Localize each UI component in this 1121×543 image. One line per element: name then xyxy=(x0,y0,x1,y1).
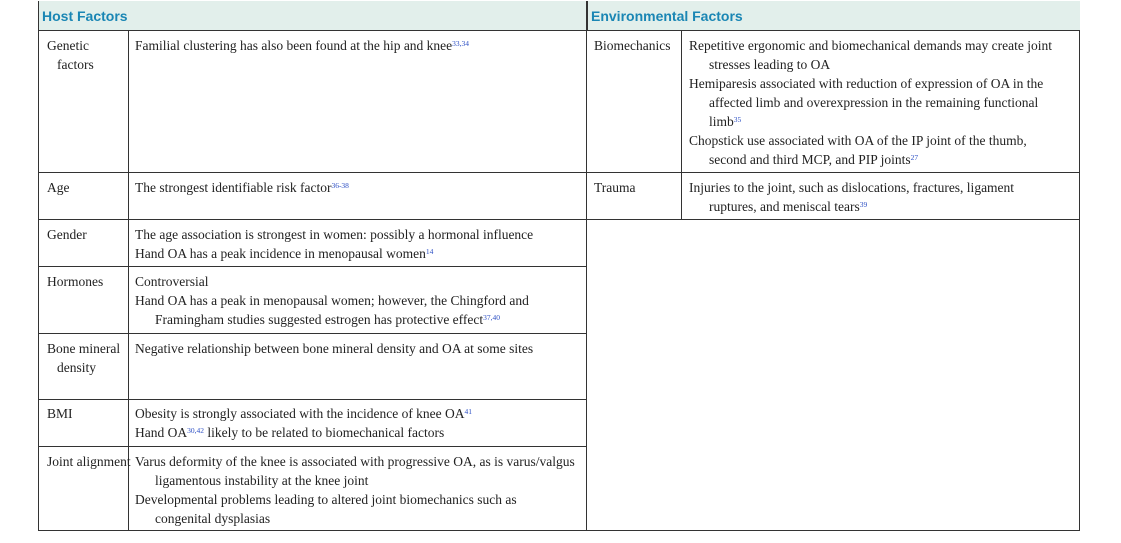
description-line: Repetitive ergonomic and biomechanical demands may create joint stresses leading to OA xyxy=(689,38,1052,72)
row-label-biomechanics: Biomechanics xyxy=(594,38,671,53)
citation: 33,34 xyxy=(452,39,470,48)
row-divider xyxy=(39,172,1080,173)
citation: 30,42 xyxy=(187,426,204,435)
biomechanics-description xyxy=(689,36,1064,169)
row-label-hormones: Hormones xyxy=(47,274,104,289)
description-line: Injuries to the joint, such as dislocations, fractures, ligament ruptures, and meniscal tears$^{39}$ xyxy=(689,180,1015,214)
row-label-bone-mineral-density: Bone mineral density xyxy=(47,341,121,375)
age-description xyxy=(135,178,580,197)
citation: 14 xyxy=(425,247,434,256)
description-line: Varus deformity of the knee is associated with progressive OA, as is varus/valgus ligamentous instability at the knee joint xyxy=(135,454,575,488)
genetic-description xyxy=(135,36,580,55)
environmental-factors-header: Environmental Factors xyxy=(587,1,1080,31)
description-line: Hand OA has a peak in menopausal women; however, the Chingford and Framingham studies suggested estrogen has protective effect$^{37,40}$ xyxy=(135,293,529,327)
row-divider xyxy=(39,219,1080,220)
description-line: The age association is strongest in women: possibly a hormonal influence xyxy=(135,227,534,242)
row-label-genetic: Genetic factors xyxy=(47,38,94,72)
description-line: Familial clustering has also been found at the hip and knee$^{33,34}$ xyxy=(135,38,470,53)
bmi-description xyxy=(135,404,580,442)
gender-description xyxy=(135,225,580,263)
description-line: The strongest identifiable risk factor$^{36-38}$ xyxy=(135,180,349,195)
description-line: Hemiparesis associated with reduction of expression of OA in the affected limb and overexpression in the remaining functional limb$^{35}$ xyxy=(689,76,1044,129)
description-line: Controversial xyxy=(135,274,209,289)
row-divider xyxy=(39,333,586,334)
description-line: Chopstick use associated with OA of the IP joint of the thumb, second and third MCP, and PIP joints$^{27}$ xyxy=(689,133,1027,167)
row-label-gender: Gender xyxy=(47,227,87,242)
citation: 36-38 xyxy=(331,181,349,190)
description-line: Developmental problems leading to altered joint biomechanics such as congenital dysplasias xyxy=(135,492,517,526)
description-line: Hand OA$^{30,42}$ likely to be related to biomechanical factors xyxy=(135,425,445,440)
row-label-trauma: Trauma xyxy=(594,180,636,195)
citation: 39 xyxy=(859,200,868,209)
row-label-bmi: BMI xyxy=(47,406,73,421)
bone-mineral-density-description xyxy=(135,339,580,358)
citation: 27 xyxy=(910,153,919,162)
env-column-divider xyxy=(681,31,682,220)
hormones-description xyxy=(135,272,580,329)
row-label-joint-alignment: Joint alignment xyxy=(47,454,131,469)
trauma-description xyxy=(689,178,1064,216)
host-factors-header: Host Factors xyxy=(39,1,586,31)
description-line: Negative relationship between bone mineral density and OA at some sites xyxy=(135,341,534,356)
description-line: Obesity is strongly associated with the incidence of knee OA$^{41}$ xyxy=(135,406,473,421)
row-label-age: Age xyxy=(47,180,70,195)
row-divider xyxy=(39,399,586,400)
citation: 37,40 xyxy=(483,313,501,322)
description-line: Hand OA has a peak incidence in menopausal women$^{14}$ xyxy=(135,246,434,261)
section-divider xyxy=(586,1,587,531)
row-divider xyxy=(39,446,586,447)
citation: 35 xyxy=(733,115,742,124)
joint-alignment-description xyxy=(135,452,575,528)
citation: 41 xyxy=(464,407,473,416)
row-divider xyxy=(39,266,586,267)
